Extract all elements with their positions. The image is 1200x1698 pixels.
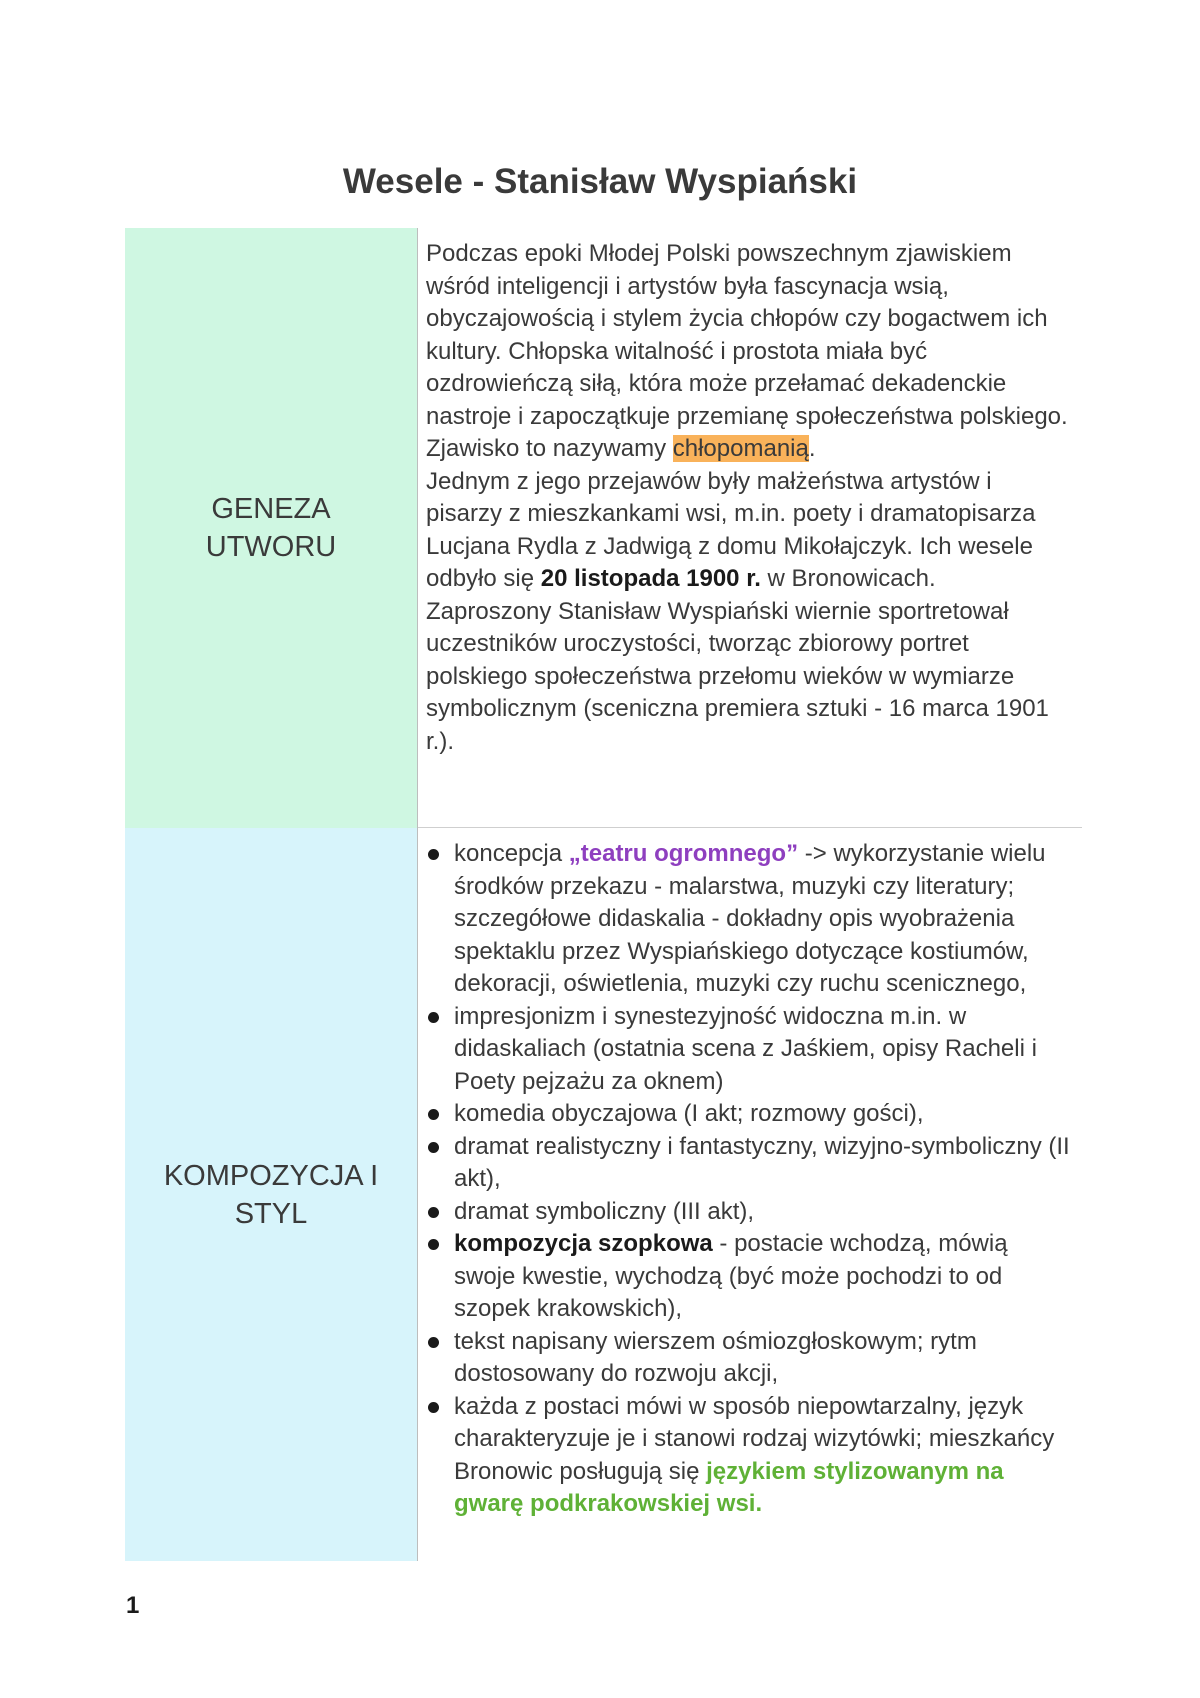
bullet-icon xyxy=(428,1142,439,1153)
kompozycja-szopkowa-term: kompozycja szopkowa xyxy=(454,1230,713,1257)
bullet-icon xyxy=(428,1109,439,1120)
table-row-geneza xyxy=(125,228,1082,828)
row-label-geneza: GENEZA UTWORU xyxy=(125,228,418,828)
geneza-p2-end: w Bronowicach. xyxy=(760,565,936,592)
gwara-term: językiem stylizowanym na gwarę podkrakowskiej wsi. xyxy=(454,1457,1004,1517)
list-item xyxy=(426,1196,1074,1229)
b6-post: - postacie wchodzą, mówią swoje kwestie, wychodzą (być może pochodzi to od szopek krakowskich), xyxy=(454,1230,1008,1322)
page-number: 1 xyxy=(126,1592,140,1619)
b1-post: -> wykorzystanie wielu środków przekazu - malarstwa, muzyki czy literatury; szczegółowe didaskalia - dokładny opis wyobrażenia spektaklu przez Wyspiańskiego dotyczące kostiumów, dekoracji, oświetlenia, muzyki czy ruchu scenicznego, xyxy=(454,840,1046,997)
b2-text: impresjonizm i synestezyjność widoczna m.in. w didaskaliach (ostatnia scena z Jaśkiem, opisy Racheli i Poety pejzażu za oknem) xyxy=(454,1002,1037,1095)
geneza-p1-text: Podczas epoki Młodej Polski powszechnym zjawiskiem wśród inteligencji i artystów była fascynacja wsią, obyczajowością i stylem życia chłopów czy bogactwem ich kultury. Chłopska witalność i prostota miała być ozdrowieńczą siłą, która może przełamać dekadenckie nastroje i zapoczątkuje przemianę społeczeństwa polskiego. Zjawisko to nazywamy xyxy=(426,240,1068,462)
geneza-p2-text: Jednym z jego przejawów były małżeństwa artystów i pisarzy z mieszkankami wsi, m.in. poety i dramatopisarza Lucjana Rydla z Jadwigą z domu Mikołajczyk. Ich wesele odbyło się xyxy=(426,467,1036,592)
highlighted-term: chłopomanią xyxy=(672,435,809,462)
list-item xyxy=(426,1098,1074,1131)
kompozycja-bullet-list xyxy=(426,838,1074,1521)
list-item xyxy=(426,1391,1074,1521)
list-item xyxy=(426,1228,1074,1326)
b1-pre: koncepcja xyxy=(454,840,569,867)
bullet-icon xyxy=(428,849,439,860)
list-item xyxy=(426,1326,1074,1391)
geneza-paragraph-1 xyxy=(426,238,1074,466)
wedding-date: 20 listopada 1900 r. xyxy=(540,565,761,592)
row-content-geneza xyxy=(418,228,1082,828)
b3-text: komedia obyczajowa (I akt; rozmowy gości), xyxy=(454,1100,924,1127)
table-row-kompozycja xyxy=(125,828,1082,1561)
list-item xyxy=(426,838,1074,1001)
teatr-ogromny-term: „teatru ogromnego” xyxy=(568,840,799,867)
geneza-paragraph-3: Zaproszony Stanisław Wyspiański wiernie sportretował uczestników uroczystości, tworząc zbiorowy portret polskiego społeczeństwa przełomu wieków w wymiarze symbolicznym (sceniczna premiera sztuki - 16 marca 1901 r.). xyxy=(426,597,1049,755)
row-content-kompozycja xyxy=(418,828,1082,1561)
bullet-icon xyxy=(428,1337,439,1348)
bullet-icon xyxy=(428,1012,439,1023)
b8-pre: każda z postaci mówi w sposób niepowtarzalny, język charakteryzuje je i stanowi rodzaj wizytówki; mieszkańcy Bronowic posługują się xyxy=(454,1392,1055,1485)
b7-text: tekst napisany wierszem ośmiozgłoskowym; rytm dostosowany do rozwoju akcji, xyxy=(454,1327,977,1387)
b5-text: dramat symboliczny (III akt), xyxy=(454,1197,755,1225)
geneza-p1-end: . xyxy=(808,435,816,462)
bullet-icon xyxy=(428,1207,439,1218)
geneza-paragraph-2 xyxy=(426,466,1074,596)
page-title: Wesele - Stanisław Wyspiański xyxy=(342,162,858,201)
list-item xyxy=(426,1131,1074,1196)
bullet-icon xyxy=(428,1239,439,1250)
list-item xyxy=(426,1001,1074,1099)
bullet-icon xyxy=(428,1402,439,1413)
b4-text: dramat realistyczny i fantastyczny, wizyjno-symboliczny (II akt), xyxy=(454,1132,1070,1192)
row-label-kompozycja: KOMPOZYCJA I STYL xyxy=(125,828,418,1561)
